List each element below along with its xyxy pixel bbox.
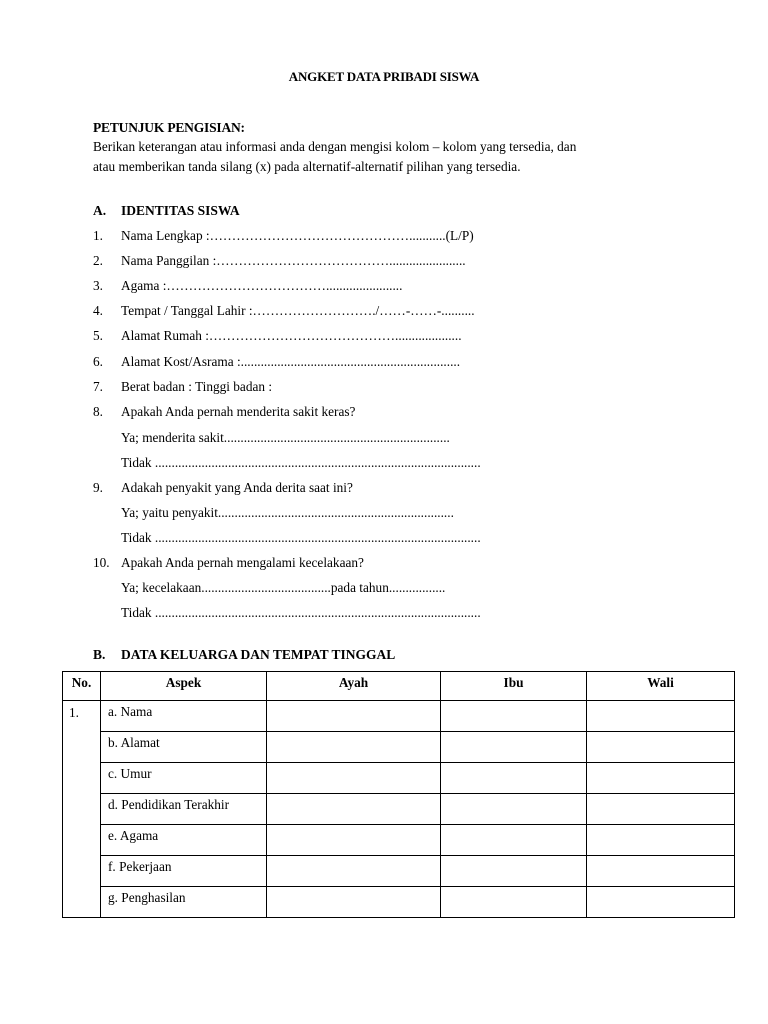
- question-5: [93, 328, 462, 344]
- aspect-cell: d. Pendidikan Terakhir: [101, 794, 267, 825]
- question-number: 8.: [93, 404, 103, 419]
- question-text: Tempat / Tanggal Lahir :………………………./……-……-..........: [121, 303, 475, 318]
- question-text: Alamat Rumah :……………………………………....................: [121, 328, 462, 343]
- question-number: 2.: [93, 253, 103, 268]
- aspect-cell: a. Nama: [101, 701, 267, 732]
- question-4: [93, 303, 475, 319]
- instructions-line-1: Berikan keterangan atau informasi anda dengan mengisi kolom – kolom yang tersedia, dan: [93, 139, 577, 154]
- wali-input-cell[interactable]: [587, 856, 735, 887]
- question-9: [93, 480, 353, 496]
- aspect-cell: g. Penghasilan: [101, 887, 267, 918]
- ibu-input-cell[interactable]: [441, 856, 587, 887]
- question-number: 9.: [93, 480, 103, 495]
- question-10: [93, 555, 364, 571]
- ayah-input-cell[interactable]: [267, 887, 441, 918]
- family-data-table: [62, 671, 735, 918]
- table-row: [63, 732, 735, 763]
- question-7: [93, 379, 272, 395]
- instructions-heading: PETUNJUK PENGISIAN:: [93, 120, 245, 135]
- question-number: 7.: [93, 379, 103, 394]
- question-1: [93, 228, 474, 244]
- header-ibu: Ibu: [441, 672, 587, 701]
- section-a-letter: A.: [93, 203, 107, 218]
- section-a-title: IDENTITAS SISWA: [121, 203, 240, 218]
- ayah-input-cell[interactable]: [267, 732, 441, 763]
- aspect-cell: e. Agama: [101, 825, 267, 856]
- question-text: Apakah Anda pernah mengalami kecelakaan?: [121, 555, 364, 570]
- question-2: [93, 253, 466, 269]
- ayah-input-cell[interactable]: [267, 794, 441, 825]
- question-number: 6.: [93, 354, 103, 369]
- section-a-heading: [93, 203, 240, 219]
- question-number: 3.: [93, 278, 103, 293]
- table-row: [63, 763, 735, 794]
- ibu-input-cell[interactable]: [441, 701, 587, 732]
- ibu-input-cell[interactable]: [441, 887, 587, 918]
- aspect-cell: f. Pekerjaan: [101, 856, 267, 887]
- header-ayah: Ayah: [267, 672, 441, 701]
- question-8-no: Tidak ..................................................................................................: [121, 455, 481, 470]
- wali-input-cell[interactable]: [587, 732, 735, 763]
- question-6: [93, 354, 460, 370]
- table-row: [63, 887, 735, 918]
- ibu-input-cell[interactable]: [441, 732, 587, 763]
- ibu-input-cell[interactable]: [441, 794, 587, 825]
- ayah-input-cell[interactable]: [267, 825, 441, 856]
- section-b-letter: B.: [93, 647, 106, 662]
- header-aspek: Aspek: [101, 672, 267, 701]
- wali-input-cell[interactable]: [587, 825, 735, 856]
- table-row: [63, 701, 735, 732]
- document-title: ANGKET DATA PRIBADI SISWA: [288, 69, 480, 84]
- aspect-cell: c. Umur: [101, 763, 267, 794]
- question-text: Berat badan : Tinggi badan :: [121, 379, 273, 394]
- question-text: Nama Lengkap :………………………………………...........(L/P): [121, 228, 474, 243]
- table-header-row: [63, 672, 735, 701]
- row-number-cell: 1.: [63, 701, 101, 918]
- question-9-no: Tidak ..................................................................................................: [121, 530, 481, 545]
- wali-input-cell[interactable]: [587, 763, 735, 794]
- question-3: [93, 278, 402, 294]
- ayah-input-cell[interactable]: [267, 701, 441, 732]
- wali-input-cell[interactable]: [587, 794, 735, 825]
- section-b-title: DATA KELUARGA DAN TEMPAT TINGGAL: [121, 647, 396, 662]
- wali-input-cell[interactable]: [587, 887, 735, 918]
- question-text: Alamat Kost/Asrama :..................................................................: [121, 354, 461, 369]
- question-number: 1.: [93, 228, 103, 243]
- question-number: 10.: [93, 555, 110, 570]
- question-10-yes: Ya; kecelakaan.......................................pada tahun.................: [121, 580, 446, 595]
- question-text: Nama Panggilan :………………………………….......................: [121, 253, 466, 268]
- section-b-heading: [93, 647, 395, 663]
- question-text: Adakah penyakit yang Anda derita saat ini?: [121, 480, 353, 495]
- ayah-input-cell[interactable]: [267, 763, 441, 794]
- instructions-line-2: atau memberikan tanda silang (x) pada alternatif-alternatif pilihan yang tersedia.: [93, 159, 521, 174]
- question-8-yes: Ya; menderita sakit....................................................................: [121, 430, 450, 445]
- header-wali: Wali: [587, 672, 735, 701]
- question-8: [93, 404, 355, 420]
- question-text: Apakah Anda pernah menderita sakit keras?: [121, 404, 356, 419]
- table-row: [63, 856, 735, 887]
- question-text: Agama :……………………………….......................: [121, 278, 403, 293]
- question-number: 4.: [93, 303, 103, 318]
- table-row: [63, 825, 735, 856]
- question-number: 5.: [93, 328, 103, 343]
- aspect-cell: b. Alamat: [101, 732, 267, 763]
- header-no: No.: [63, 672, 101, 701]
- ibu-input-cell[interactable]: [441, 825, 587, 856]
- ayah-input-cell[interactable]: [267, 856, 441, 887]
- wali-input-cell[interactable]: [587, 701, 735, 732]
- table-row: [63, 794, 735, 825]
- question-10-no: Tidak ..................................................................................................: [121, 605, 481, 620]
- ibu-input-cell[interactable]: [441, 763, 587, 794]
- question-9-yes: Ya; yaitu penyakit.......................................................................: [121, 505, 454, 520]
